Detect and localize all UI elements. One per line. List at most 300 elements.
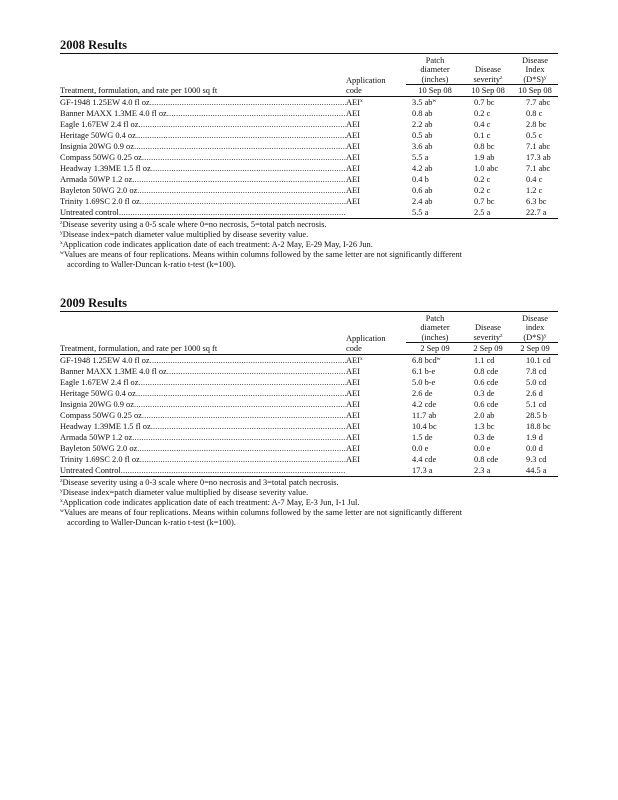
footnote-mark: w: [60, 249, 64, 256]
application-code-cell: [346, 454, 406, 465]
disease-severity-cell: 0.7 bc: [474, 97, 495, 107]
treatment-cell: [60, 388, 346, 399]
application-code-value: AEI: [346, 119, 360, 129]
application-code-cell: [346, 354, 406, 366]
footnote-text: Values are means of four replications. Means within columns followed by the same letter are not significantly different: [63, 249, 462, 259]
patch-diameter-value: 6.8 bcd: [412, 355, 437, 365]
patch-diameter-value: 6.1 b-e: [412, 366, 436, 376]
footnote-mark: w: [60, 507, 64, 514]
treatment-label: Eagle 1.67EW 2.4 fl oz: [60, 377, 139, 387]
patch-diameter-cell: [406, 108, 464, 119]
treatment-label: GF-1948 1.25EW 4.0 fl oz: [60, 355, 150, 365]
disease-index-cell: 18.8 bc: [526, 421, 551, 431]
patch-diameter-value: 0.6 ab: [412, 186, 433, 195]
footnote-text: Values are means of four replications. Means within columns followed by the same letter are not significantly different: [63, 507, 462, 517]
disease-index-column-header: [512, 314, 558, 343]
application-code-value: AEI: [346, 432, 360, 442]
application-code-cell: [346, 421, 406, 432]
disease-severity-cell: 1.9 ab: [474, 152, 495, 162]
patch-diameter-cell: [406, 141, 464, 152]
table-row: [60, 410, 558, 421]
disease-severity-cell: 1.0 abc: [474, 163, 499, 173]
treatment-label: Heritage 50WG 0.4 oz: [60, 388, 136, 398]
patch-diameter-column-header: [406, 56, 464, 85]
dot-leader: [138, 378, 346, 387]
patch-diameter-cell: [406, 377, 464, 388]
disease-index-cell: 7.8 cd: [526, 366, 547, 376]
table-row: [60, 163, 558, 174]
footnote-mark: y: [543, 332, 547, 339]
application-code-value: AEI: [346, 444, 360, 453]
patch-diameter-value: 0.4 b: [412, 174, 429, 184]
application-code-cell: [346, 207, 406, 219]
treatment-cell: [60, 399, 346, 410]
footnote-text: Disease severity using a 0-5 scale where 0=no necrosis, 5=total patch necrosis.: [62, 220, 327, 230]
disease-index-cell: 0.0 d: [526, 444, 543, 453]
treatment-cell: [60, 174, 346, 185]
disease-index-cell: 7.7 abc: [526, 97, 551, 107]
application-code-cell: [346, 119, 406, 130]
dot-leader: [136, 131, 346, 140]
disease-severity-cell: 0.8 cde: [474, 455, 499, 465]
header-line: severity: [473, 332, 501, 342]
header-line: (D*S): [523, 332, 544, 342]
results-table: [60, 314, 558, 477]
patch-diameter-value: 3.6 ab: [412, 141, 433, 151]
footnotes: [60, 220, 558, 270]
application-code-value: AEI: [346, 141, 360, 151]
application-code-cell: [346, 443, 406, 454]
disease-index-cell: 2.8 bc: [526, 119, 547, 129]
treatment-cell: [60, 410, 346, 421]
dot-leader: [140, 455, 346, 464]
dot-leader: [134, 400, 346, 409]
treatment-label: Eagle 1.67EW 2.4 fl oz: [60, 119, 139, 129]
table-row: [60, 152, 558, 163]
patch-diameter-cell: [406, 410, 464, 421]
patch-diameter-value: 1.5 de: [412, 432, 433, 442]
disease-index-cell: 9.3 cd: [526, 455, 547, 465]
header-line: (inches): [421, 332, 449, 342]
application-code-cell: [346, 185, 406, 196]
dot-leader: [132, 175, 346, 184]
disease-severity-cell: 2.3 a: [464, 465, 512, 477]
disease-severity-cell: 0.6 cde: [474, 399, 499, 409]
application-code-column-header: [346, 56, 406, 96]
footnote-mark: x: [60, 239, 63, 246]
dot-leader: [142, 153, 346, 162]
results-table: [60, 56, 558, 219]
footnote-text: Application code indicates application date of each treatment: A-7 May, E-3 Jun, I-1 Jul.: [62, 497, 360, 507]
disease-index-cell: 5.0 cd: [526, 377, 547, 387]
table-row: [60, 185, 558, 196]
treatment-cell: [60, 207, 346, 219]
table-row: [60, 130, 558, 141]
dot-leader: [167, 367, 346, 376]
disease-severity-cell: 1.3 bc: [474, 421, 495, 431]
section-title: 2009 Results: [60, 296, 558, 312]
footnotes: [60, 478, 558, 528]
disease-severity-cell: 0.8 bc: [474, 141, 495, 151]
application-code-cell: [346, 410, 406, 421]
table-row: [60, 443, 558, 454]
header-line: Application: [346, 76, 386, 86]
patch-diameter-cell: [406, 465, 464, 477]
footnote-text: Disease severity using a 0-3 scale where 0=no necrosis and 3=total patch necrosis.: [62, 478, 339, 488]
treatment-label: Untreated Control: [60, 466, 121, 476]
patch-diameter-cell: [406, 432, 464, 443]
patch-diameter-value: 5.0 b-e: [412, 377, 436, 387]
footnote-text: according to Waller-Duncan k-ratio t-test (k=100).: [67, 517, 236, 527]
footnote-mark: w: [432, 97, 437, 104]
patch-diameter-value: 11.7 ab: [412, 410, 437, 420]
application-code-value: AEI: [346, 355, 360, 365]
application-code-value: AEI: [346, 152, 360, 162]
application-code-value: AEI: [346, 197, 360, 207]
table-row: [60, 454, 558, 465]
treatment-label: Bayleton 50WG 2.0 oz: [60, 444, 138, 453]
disease-index-column-header: [512, 56, 558, 85]
header-line: Index: [525, 65, 545, 75]
treatment-cell: [60, 96, 346, 108]
table-row: [60, 399, 558, 410]
patch-diameter-cell: [406, 96, 464, 108]
patch-diameter-cell: [406, 421, 464, 432]
header-line: Disease: [521, 56, 549, 65]
dot-leader: [151, 422, 346, 431]
header-line: diameter: [420, 65, 450, 75]
treatment-label: Insignia 20WG 0.9 oz: [60, 141, 134, 151]
disease-severity-cell: 1.1 cd: [474, 355, 495, 365]
treatment-cell: [60, 152, 346, 163]
application-code-cell: [346, 108, 406, 119]
dot-leader: [140, 197, 346, 206]
treatment-label: Banner MAXX 1.3ME 4.0 fl oz: [60, 108, 167, 118]
footnote-mark: w: [436, 355, 441, 362]
patch-diameter-value: 4.2 ab: [412, 163, 433, 173]
dot-leader: [119, 208, 346, 217]
disease-index-cell: 0.8 c: [526, 108, 543, 118]
footnote-mark: z: [60, 220, 63, 227]
disease-index-cell: 1.9 d: [526, 432, 543, 442]
treatment-label: Trinity 1.69SC 2.0 fl oz: [60, 197, 140, 207]
rating-date: 10 Sep 08: [406, 85, 464, 96]
patch-diameter-value: 2.6 de: [412, 388, 433, 398]
application-code-cell: [346, 366, 406, 377]
table-row: [60, 108, 558, 119]
footnote-mark: z: [500, 332, 503, 339]
disease-severity-cell: 0.7 bc: [474, 197, 495, 207]
patch-diameter-cell: [406, 119, 464, 130]
disease-index-cell: 22.7 a: [512, 207, 558, 219]
application-code-cell: [346, 152, 406, 163]
disease-severity-cell: 0.2 c: [474, 108, 491, 118]
patch-diameter-cell: [406, 185, 464, 196]
application-code-value: AEI: [346, 399, 360, 409]
header-line: (D*S): [523, 74, 544, 84]
header-line: severity: [473, 74, 501, 84]
application-code-cell: [346, 196, 406, 207]
header-row: [60, 314, 558, 343]
header-line: Disease: [474, 65, 502, 75]
patch-diameter-value: 5.5 a: [412, 152, 429, 162]
table-row: [60, 377, 558, 388]
patch-diameter-value: 2.2 ab: [412, 119, 433, 129]
header-line: diameter: [420, 323, 450, 333]
patch-diameter-cell: [406, 130, 464, 141]
treatment-cell: [60, 163, 346, 174]
footnote: [60, 240, 558, 250]
header-line: Application: [346, 334, 386, 344]
treatment-cell: [60, 130, 346, 141]
patch-diameter-cell: [406, 366, 464, 377]
patch-diameter-value: 4.2 cde: [412, 399, 437, 409]
treatment-label: Bayleton 50WG 2.0 oz: [60, 186, 138, 195]
disease-index-cell: 28.5 b: [526, 410, 547, 420]
patch-diameter-cell: [406, 399, 464, 410]
dot-leader: [138, 120, 346, 129]
disease-severity-cell: 2.5 a: [464, 207, 512, 219]
table-row: [60, 119, 558, 130]
patch-diameter-cell: [406, 443, 464, 454]
treatment-cell: [60, 196, 346, 207]
disease-severity-cell: 0.8 cde: [474, 366, 499, 376]
treatment-label: Compass 50WG 0.25 oz: [60, 152, 142, 162]
treatment-cell: [60, 141, 346, 152]
disease-index-cell: 17.3 ab: [526, 152, 551, 162]
disease-index-cell: 1.2 c: [526, 186, 543, 195]
footnote: [60, 508, 558, 518]
disease-index-cell: 2.6 d: [526, 388, 543, 398]
header-line: Disease: [474, 323, 502, 333]
header-line: Patch: [425, 314, 445, 323]
rating-date: 2 Sep 09: [512, 343, 558, 354]
footnote: [60, 220, 558, 230]
application-code-cell: [346, 174, 406, 185]
header-line: index: [525, 323, 545, 333]
table-row: [60, 96, 558, 108]
disease-index-cell: 6.3 bc: [526, 197, 547, 207]
patch-diameter-cell: [406, 354, 464, 366]
treatment-cell: [60, 443, 346, 454]
disease-index-cell: 7.1 abc: [526, 163, 551, 173]
application-code-cell: [346, 163, 406, 174]
footnote-text: Disease index=patch diameter value multiplied by disease severity value.: [62, 230, 309, 240]
treatment-label: Compass 50WG 0.25 oz: [60, 410, 142, 420]
footnote: [60, 498, 558, 508]
treatment-label: Insignia 20WG 0.9 oz: [60, 399, 134, 409]
dot-leader: [134, 142, 346, 151]
application-code-value: AEI: [346, 366, 360, 376]
footnote-text: Application code indicates application date of each treatment: A-2 May, E-29 May, I-26 Jun.: [62, 239, 373, 249]
application-code-value: AEI: [346, 410, 360, 420]
application-code-value: AEI: [346, 163, 360, 173]
treatment-label: Banner MAXX 1.3ME 4.0 fl oz: [60, 366, 167, 376]
footnote-text: Disease index=patch diameter value multiplied by disease severity value.: [62, 488, 309, 498]
treatment-cell: [60, 108, 346, 119]
header-line: (inches): [421, 74, 449, 84]
treatment-label: Armada 50WP 1.2 oz: [60, 432, 133, 442]
table-row: [60, 354, 558, 366]
disease-index-cell: 7.1 abc: [526, 141, 551, 151]
results-2009-section: [60, 296, 558, 528]
patch-diameter-value: 5.5 a: [412, 208, 429, 218]
treatment-label: Headway 1.39ME 1.5 fl oz: [60, 163, 151, 173]
treatment-label: Trinity 1.69SC 2.0 fl oz: [60, 455, 140, 465]
patch-diameter-value: 0.8 ab: [412, 108, 433, 118]
footnote: [60, 230, 558, 240]
disease-severity-column-header: [464, 314, 512, 343]
disease-severity-cell: 0.3 de: [474, 432, 495, 442]
footnote-text: according to Waller-Duncan k-ratio t-test (k=100).: [67, 259, 236, 269]
footnote-mark: z: [60, 478, 63, 485]
application-code-cell: [346, 141, 406, 152]
application-code-cell: [346, 377, 406, 388]
table-row: [60, 174, 558, 185]
treatment-cell: [60, 432, 346, 443]
dot-leader: [151, 164, 346, 173]
application-code-value: AEI: [346, 388, 360, 398]
dot-leader: [167, 109, 346, 118]
disease-severity-cell: 0.1 c: [474, 130, 491, 140]
treatment-cell: [60, 465, 346, 477]
disease-index-cell: 44.5 a: [512, 465, 558, 477]
patch-diameter-value: 10.4 bc: [412, 421, 437, 431]
footnote: [60, 250, 558, 260]
dot-leader: [142, 411, 346, 420]
treatment-cell: [60, 366, 346, 377]
rating-date: 10 Sep 08: [512, 85, 558, 96]
footnote: [60, 518, 558, 528]
header-line: Patch: [425, 56, 445, 65]
footnote-mark: y: [543, 74, 547, 81]
disease-index-cell: 10.1 cd: [526, 355, 551, 365]
application-code-cell: [346, 432, 406, 443]
header-line: Disease: [521, 314, 549, 323]
patch-diameter-cell: [406, 174, 464, 185]
treatment-label: Armada 50WP 1.2 oz: [60, 174, 133, 184]
patch-diameter-cell: [406, 207, 464, 219]
patch-diameter-value: 4.4 cde: [412, 455, 437, 465]
rating-date: 2 Sep 09: [464, 343, 512, 354]
rating-date: 10 Sep 08: [464, 85, 512, 96]
application-code-cell: [346, 96, 406, 108]
treatment-cell: [60, 354, 346, 366]
application-code-value: AEI: [346, 130, 360, 140]
patch-diameter-column-header: [406, 314, 464, 343]
application-code-value: AEI: [346, 377, 360, 387]
application-code-value: AEI: [346, 186, 360, 195]
table-row: [60, 432, 558, 443]
disease-index-cell: 5.1 cd: [526, 399, 547, 409]
section-title: 2008 Results: [60, 38, 558, 54]
table-row: [60, 207, 558, 219]
treatment-cell: [60, 421, 346, 432]
application-code-value: AEI: [346, 97, 360, 107]
dot-leader: [136, 389, 346, 398]
table-row: [60, 421, 558, 432]
footnote-mark: x: [60, 497, 63, 504]
application-code-cell: [346, 130, 406, 141]
patch-diameter-value: 0.0 e: [412, 444, 429, 453]
treatment-cell: [60, 119, 346, 130]
dot-leader: [132, 433, 346, 442]
disease-severity-column-header: [464, 56, 512, 85]
patch-diameter-cell: [406, 454, 464, 465]
patch-diameter-cell: [406, 152, 464, 163]
treatment-cell: [60, 377, 346, 388]
dot-leader: [150, 356, 346, 365]
rating-date: 2 Sep 09: [406, 343, 464, 354]
footnote-mark: x: [359, 355, 363, 362]
footnote-mark: z: [500, 74, 503, 81]
treatment-cell: [60, 185, 346, 196]
patch-diameter-cell: [406, 196, 464, 207]
header-row: [60, 56, 558, 85]
application-code-value: AEI: [346, 455, 360, 465]
disease-index-cell: 0.4 c: [526, 174, 543, 184]
treatment-label: GF-1948 1.25EW 4.0 fl oz: [60, 97, 150, 107]
footnote: [60, 260, 558, 270]
application-code-cell: [346, 465, 406, 477]
footnote: [60, 488, 558, 498]
application-code-column-header: [346, 314, 406, 354]
disease-severity-cell: 0.3 de: [474, 388, 495, 398]
application-code-value: AEI: [346, 108, 360, 118]
treatment-column-header: Treatment, formulation, and rate per 1000 sq ft: [60, 56, 346, 96]
footnote: [60, 478, 558, 488]
application-code-value: AEI: [346, 174, 360, 184]
disease-severity-cell: 2.0 ab: [474, 410, 495, 420]
patch-diameter-cell: [406, 163, 464, 174]
treatment-column-header: Treatment, formulation, and rate per 1000 sq ft: [60, 314, 346, 354]
patch-diameter-value: 0.5 ab: [412, 130, 433, 140]
treatment-label: Heritage 50WG 0.4 oz: [60, 130, 136, 140]
patch-diameter-value: 2.4 ab: [412, 197, 433, 207]
disease-severity-cell: 0.4 c: [474, 119, 491, 129]
disease-severity-cell: 0.2 c: [474, 174, 491, 184]
results-2008-section: [60, 38, 558, 270]
application-code-value: AEI: [346, 421, 360, 431]
table-row: [60, 388, 558, 399]
disease-index-cell: 0.5 c: [526, 130, 543, 140]
patch-diameter-value: 3.5 ab: [412, 97, 433, 107]
dot-leader: [150, 98, 346, 107]
footnote-mark: y: [60, 488, 63, 495]
disease-severity-cell: 0.6 cde: [474, 377, 499, 387]
treatment-label: Untreated control: [60, 208, 119, 218]
footnote-mark: y: [60, 230, 63, 237]
treatment-label: Headway 1.39ME 1.5 fl oz: [60, 421, 151, 431]
header-line: code: [346, 85, 362, 95]
dot-leader: [137, 186, 346, 195]
table-row: [60, 366, 558, 377]
disease-severity-cell: 0.0 e: [474, 444, 491, 453]
table-row: [60, 465, 558, 477]
dot-leader: [137, 444, 346, 453]
table-row: [60, 196, 558, 207]
treatment-cell: [60, 454, 346, 465]
application-code-cell: [346, 388, 406, 399]
header-line: code: [346, 343, 362, 353]
patch-diameter-cell: [406, 388, 464, 399]
disease-severity-cell: 0.2 c: [474, 186, 491, 195]
application-code-cell: [346, 399, 406, 410]
footnote-mark: x: [359, 97, 363, 104]
patch-diameter-value: 17.3 a: [412, 466, 433, 476]
table-row: [60, 141, 558, 152]
dot-leader: [121, 466, 346, 475]
